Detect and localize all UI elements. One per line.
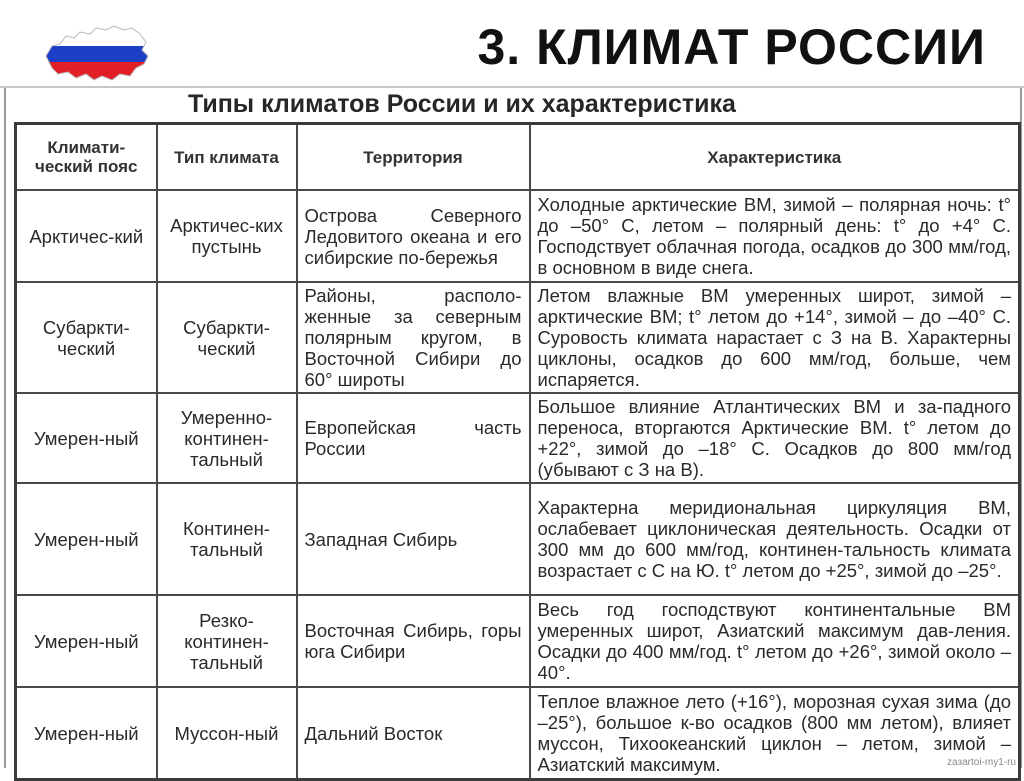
cell-type: Резко-континен-тальный xyxy=(157,595,297,687)
cell-type: Муссон-ный xyxy=(157,687,297,780)
table-header-row xyxy=(16,124,1020,191)
header-territory: Территория xyxy=(297,124,530,191)
table-row xyxy=(16,595,1020,687)
source-watermark: zaзartoi-my1-ru xyxy=(946,757,1016,768)
cell-type: Арктичес-ких пустынь xyxy=(157,190,297,282)
cell-territory: Острова Северного Ледовитого океана и его сибирские по-бережья xyxy=(297,190,530,282)
cell-territory: Западная Сибирь xyxy=(297,483,530,595)
table-title: Типы климатов России и их характеристика xyxy=(188,90,736,118)
cell-characteristic: Весь год господствуют континентальные ВМ умеренных широт, Азиатский максимум дав-ления. Осадки до 400 мм/год. t° летом до +26°, зимой около –40°. xyxy=(530,595,1020,687)
cell-characteristic: Холодные арктические ВМ, зимой – полярная ночь: t° до –50° С, летом – полярный день: t° до +4° С. Господствует облачная погода, осадков до 300 мм/год, в основном в виде снега. xyxy=(530,190,1020,282)
cell-territory: Европейская часть России xyxy=(297,393,530,483)
cell-territory: Районы, располо-женные за северным полярным кругом, в Восточной Сибири до 60° широты xyxy=(297,282,530,393)
table-row xyxy=(16,393,1020,483)
cell-belt: Умерен-ный xyxy=(16,687,157,780)
cell-belt: Умерен-ный xyxy=(16,595,157,687)
cell-belt: Умерен-ный xyxy=(16,483,157,595)
cell-characteristic: Характерна меридиональная циркуляция ВМ, ослабевает циклоническая деятельность. Осадки от 300 мм до 600 мм/год, континен-тальность климата возрастает с С на Ю. t° летом до +25°, зимой до –25°. xyxy=(530,483,1020,595)
cell-characteristic: Теплое влажное лето (+16°), морозная сухая зима (до –25°), большое к-во осадков (800 мм летом), влияет муссон, Тихоокеанский циклон – летом, зимой – Азиатский максимум. xyxy=(530,687,1020,780)
cell-characteristic: Летом влажные ВМ умеренных широт, зимой – арктические ВМ; t° летом до +14°, зимой – до –40° С. Суровость климата нарастает с З на В. Характерны циклоны, осадков до 600 мм/год, больше, чем испаряется. xyxy=(530,282,1020,393)
table-row xyxy=(16,687,1020,780)
climate-types-table xyxy=(14,122,1021,781)
cell-type: Умеренно-континен-тальный xyxy=(157,393,297,483)
russia-flag-map-logo xyxy=(40,22,152,84)
cell-characteristic: Большое влияние Атлантических ВМ и за-падного переноса, вторгаются Арктические ВМ. t° летом до +22°, зимой до –18° С. Осадков до 800 мм/год (убывают с З на В). xyxy=(530,393,1020,483)
cell-type: Континен-тальный xyxy=(157,483,297,595)
cell-type: Субаркти-ческий xyxy=(157,282,297,393)
cell-territory: Дальний Восток xyxy=(297,687,530,780)
header-climate-belt: Климати-ческий пояс xyxy=(16,124,157,191)
cell-belt: Арктичес-кий xyxy=(16,190,157,282)
table-row xyxy=(16,483,1020,595)
slide-header xyxy=(0,0,1024,86)
cell-territory: Восточная Сибирь, горы юга Сибири xyxy=(297,595,530,687)
table-row xyxy=(16,190,1020,282)
slide-title: 3. КЛИМАТ РОССИИ xyxy=(477,19,986,75)
header-characteristic: Характеристика xyxy=(530,124,1020,191)
cell-belt: Субаркти-ческий xyxy=(16,282,157,393)
cell-belt: Умерен-ный xyxy=(16,393,157,483)
header-climate-type: Тип климата xyxy=(157,124,297,191)
table-row xyxy=(16,282,1020,393)
